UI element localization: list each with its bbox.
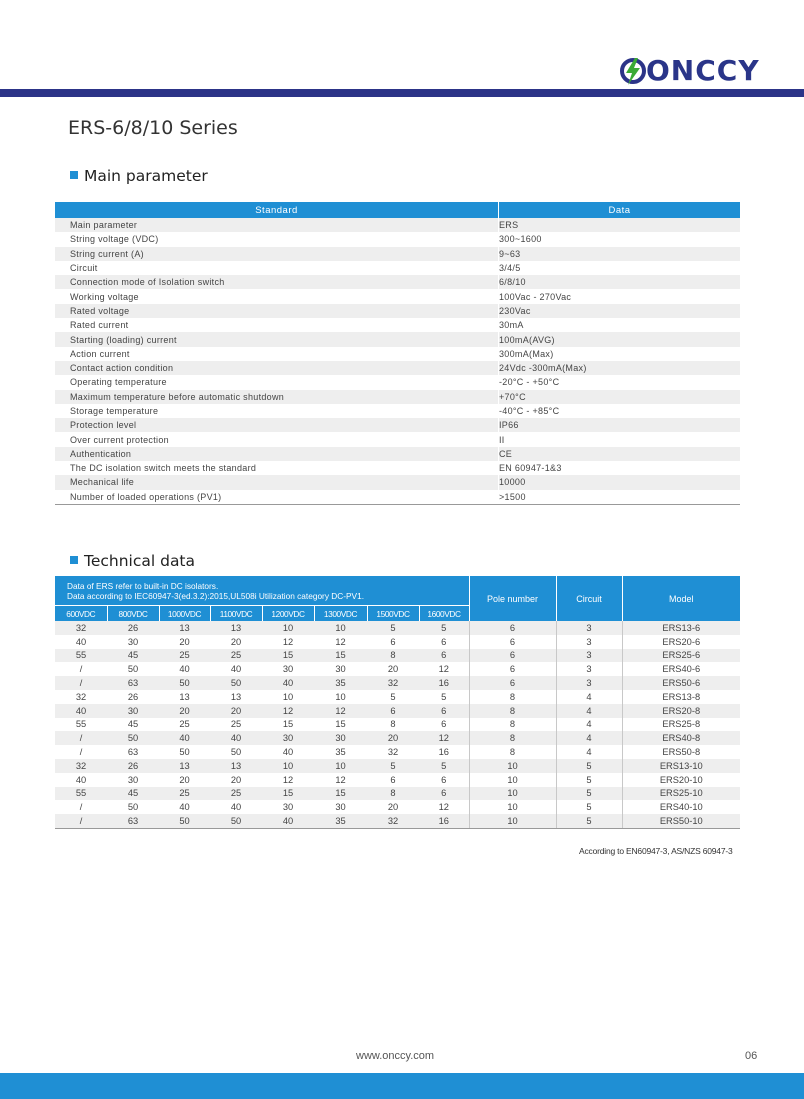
rated-current-cell: 20 (179, 774, 190, 785)
rated-current-cell: 20 (210, 704, 262, 718)
table-row (55, 404, 740, 418)
rated-current-cell: 30 (335, 802, 346, 813)
rated-current-cell: 25 (179, 719, 190, 730)
table-row (55, 361, 740, 375)
rated-current-cell: 26 (107, 759, 159, 773)
parameter-name: Maximum temperature before automatic shutdown (55, 390, 499, 404)
rated-current-cell: 30 (314, 731, 367, 745)
rated-current-cell: 16 (419, 814, 469, 828)
parameter-value: 300~1600 (499, 232, 741, 246)
rated-current-cell: 35 (335, 747, 346, 758)
pole-number-cell: 8 (469, 704, 556, 718)
parameter-value: 6/8/10 (499, 275, 741, 289)
table-row (55, 759, 740, 773)
parameter-name: Working voltage (70, 291, 139, 302)
rated-current-cell: 6 (419, 704, 469, 718)
header-model: Model (622, 576, 740, 621)
section-heading: Technical data (84, 552, 196, 570)
rated-current-cell: 40 (230, 664, 242, 675)
rated-current-cell: 15 (335, 719, 346, 730)
rated-current-cell: 40 (230, 802, 242, 813)
circuit-cell: 4 (556, 718, 622, 732)
rated-current-cell: 40 (179, 802, 190, 813)
rated-current-cell: 40 (262, 676, 314, 690)
parameter-value: CE (499, 447, 741, 461)
rated-current-cell: 40 (262, 814, 314, 828)
table-row (55, 275, 740, 289)
parameter-value: IP66 (499, 418, 741, 432)
rated-current-cell: 5 (419, 621, 469, 635)
parameter-name: Contact action condition (55, 361, 499, 375)
rated-current-cell: 12 (419, 800, 469, 814)
circuit-cell: 4 (556, 704, 622, 718)
parameter-name: The DC isolation switch meets the standard (70, 463, 257, 474)
rated-current-cell: 50 (107, 731, 159, 745)
model-cell: ERS50-6 (622, 676, 740, 690)
rated-current-cell: 20 (179, 636, 190, 647)
table-row (55, 690, 740, 704)
rated-current-cell: 25 (210, 787, 262, 801)
table-row (55, 800, 740, 814)
table-row (55, 304, 740, 318)
parameter-name: Action current (70, 348, 130, 359)
table-row (55, 390, 740, 404)
parameter-name: Storage temperature (70, 406, 159, 416)
rated-current-cell: 35 (314, 814, 367, 828)
rated-current-cell: 10 (314, 621, 367, 635)
header-standard: Standard (55, 202, 499, 218)
main-parameter-table (55, 202, 740, 505)
rated-current-cell: 6 (419, 773, 469, 787)
rated-current-cell: / (79, 664, 83, 675)
table-row (55, 418, 740, 432)
table-row (55, 232, 740, 246)
rated-current-cell: 6 (419, 635, 469, 649)
table-row (55, 773, 740, 787)
table-row (55, 814, 740, 828)
table-row (55, 621, 740, 635)
parameter-value: EN 60947-1&3 (499, 461, 741, 475)
header-voltage: 1500VDC (367, 606, 419, 622)
parameter-name: Rated voltage (55, 304, 499, 318)
model-cell: ERS20-10 (659, 774, 703, 785)
pole-number-cell: 8 (469, 718, 556, 732)
model-cell: ERS40-10 (659, 802, 703, 813)
table-row (55, 432, 740, 446)
parameter-name: Number of loaded operations (PV1) (55, 490, 499, 505)
rated-current-cell: 5 (419, 690, 469, 704)
pole-number-cell: 10 (469, 800, 556, 814)
circuit-cell: 5 (556, 759, 622, 773)
rated-current-cell: 40 (75, 774, 87, 785)
parameter-value: -20°C - +50°C (499, 375, 741, 389)
model-cell: ERS40-6 (662, 664, 701, 675)
model-cell: ERS50-10 (622, 814, 740, 828)
circuit-cell: 3 (556, 649, 622, 663)
rated-current-cell: 15 (282, 719, 294, 730)
rated-current-cell: 25 (230, 719, 242, 730)
rated-current-cell: 45 (107, 787, 159, 801)
circuit-cell: 5 (556, 814, 622, 828)
parameter-name: Starting (loading) current (55, 332, 499, 346)
rated-current-cell: 40 (55, 704, 107, 718)
table-row (55, 676, 740, 690)
rated-current-cell: 30 (107, 704, 159, 718)
table-row (55, 332, 740, 346)
rated-current-cell: 32 (367, 814, 419, 828)
header-voltage: 1300VDC (314, 606, 367, 622)
parameter-value: 24Vdc -300mA(Max) (499, 361, 741, 375)
rated-current-cell: 13 (230, 691, 242, 702)
rated-current-cell: 15 (314, 649, 367, 663)
rated-current-cell: 13 (159, 621, 210, 635)
rated-current-cell: 12 (419, 731, 469, 745)
table-row (55, 347, 740, 361)
logo-text: ONCCY (646, 54, 760, 87)
model-cell: ERS13-8 (662, 691, 701, 702)
rated-current-cell: 30 (335, 664, 346, 675)
table-row (55, 745, 740, 759)
rated-current-cell: 30 (262, 731, 314, 745)
rated-current-cell: 8 (367, 649, 419, 663)
header-voltage: 800VDC (107, 606, 159, 622)
rated-current-cell: 10 (335, 691, 346, 702)
rated-current-cell: 6 (390, 774, 396, 785)
pole-number-cell: 6 (469, 649, 556, 663)
table-row (55, 662, 740, 676)
parameter-value: 100Vac - 270Vac (499, 289, 741, 303)
header-voltage: 1600VDC (419, 606, 469, 622)
header-data: Data (499, 202, 741, 218)
circuit-cell: 3 (556, 635, 622, 649)
parameter-value: 10000 (499, 475, 741, 489)
rated-current-cell: 5 (390, 691, 396, 702)
rated-current-cell: / (55, 814, 107, 828)
rated-current-cell: 55 (55, 649, 107, 663)
pole-number-cell: 8 (469, 745, 556, 759)
rated-current-cell: 55 (55, 787, 107, 801)
website-link[interactable]: www.onccy.com (356, 1050, 435, 1062)
rated-current-cell: 15 (262, 787, 314, 801)
rated-current-cell: 16 (419, 745, 469, 759)
pole-number-cell: 8 (469, 731, 556, 745)
pole-number-cell: 10 (469, 787, 556, 801)
parameter-value: II (499, 432, 741, 446)
parameter-value: 30mA (499, 318, 741, 332)
rated-current-cell: 12 (314, 704, 367, 718)
table-row (55, 731, 740, 745)
table-note (55, 576, 469, 606)
rated-current-cell: 63 (127, 747, 139, 758)
pole-number-cell: 8 (469, 690, 556, 704)
rated-current-cell: 10 (282, 691, 294, 702)
circuit-cell: 4 (556, 745, 622, 759)
rated-current-cell: 40 (282, 747, 294, 758)
header-band (0, 89, 804, 97)
model-cell: ERS50-8 (662, 747, 701, 758)
parameter-name: Mechanical life (55, 475, 499, 489)
circuit-cell: 5 (556, 800, 622, 814)
rated-current-cell: 5 (419, 759, 469, 773)
rated-current-cell: 6 (419, 649, 469, 663)
rated-current-cell: 50 (210, 676, 262, 690)
rated-current-cell: 6 (367, 704, 419, 718)
rated-current-cell: 32 (55, 759, 107, 773)
rated-current-cell: 35 (314, 676, 367, 690)
rated-current-cell: 30 (127, 636, 139, 647)
parameter-value: 300mA(Max) (499, 347, 741, 361)
rated-current-cell: 32 (367, 676, 419, 690)
table-row (55, 475, 740, 489)
page-number: 06 (745, 1050, 758, 1062)
rated-current-cell: 32 (387, 747, 399, 758)
note-line-2: Data according to IEC60947-3(ed.3.2):2015,UL508i Utilization category DC-PV1. (67, 590, 365, 601)
rated-current-cell: 32 (75, 691, 87, 702)
rated-current-cell: 12 (419, 662, 469, 676)
rated-current-cell: 30 (282, 802, 294, 813)
parameter-name: String voltage (VDC) (70, 234, 159, 245)
pole-number-cell: 10 (469, 814, 556, 828)
rated-current-cell: 50 (230, 747, 242, 758)
rated-current-cell: 20 (159, 704, 210, 718)
header-pole-number: Pole number (469, 576, 556, 621)
rated-current-cell: 55 (75, 719, 87, 730)
pole-number-cell: 6 (469, 676, 556, 690)
parameter-name: Authentication (55, 447, 499, 461)
pole-number-cell: 6 (469, 635, 556, 649)
circuit-cell: 4 (556, 731, 622, 745)
bullet-square-icon (70, 171, 78, 179)
model-cell: ERS25-6 (622, 649, 740, 663)
circuit-cell: 3 (556, 621, 622, 635)
parameter-name: Operating temperature (70, 377, 167, 388)
parameter-value: 3/4/5 (499, 261, 741, 275)
table-row (55, 247, 740, 261)
table-row (55, 289, 740, 303)
parameter-name: Protection level (55, 418, 499, 432)
rated-current-cell: 12 (335, 774, 346, 785)
rated-current-cell: 50 (127, 664, 139, 675)
rated-current-cell: 45 (107, 649, 159, 663)
rated-current-cell: 16 (419, 676, 469, 690)
table-row (55, 718, 740, 732)
section-heading: Main parameter (84, 167, 208, 185)
header-circuit: Circuit (556, 576, 622, 621)
parameter-name: Over current protection (70, 434, 169, 445)
rated-current-cell: 6 (390, 636, 396, 647)
pole-number-cell: 6 (469, 621, 556, 635)
model-cell: ERS25-8 (662, 719, 701, 730)
rated-current-cell: 26 (107, 621, 159, 635)
header-voltage: 1200VDC (262, 606, 314, 622)
header-voltage: 1000VDC (159, 606, 210, 622)
rated-current-cell: 8 (367, 787, 419, 801)
table-row (55, 461, 740, 475)
rated-current-cell: 15 (262, 649, 314, 663)
parameter-value: 9~63 (499, 247, 741, 261)
parameter-value: 230Vac (499, 304, 741, 318)
parameter-name: Main parameter (55, 218, 499, 232)
model-cell: ERS40-8 (622, 731, 740, 745)
note-line-1: Data of ERS refer to built-in DC isolators. (67, 580, 219, 591)
circuit-cell: 5 (556, 787, 622, 801)
rated-current-cell: 26 (127, 691, 139, 702)
rated-current-cell: 5 (367, 621, 419, 635)
rated-current-cell: 12 (262, 704, 314, 718)
rated-current-cell: 50 (179, 747, 190, 758)
bullet-square-icon (70, 556, 78, 564)
rated-current-cell: 25 (210, 649, 262, 663)
rated-current-cell: 30 (127, 774, 139, 785)
footer-band (0, 1073, 804, 1099)
rated-current-cell: 10 (262, 621, 314, 635)
model-cell: ERS13-10 (622, 759, 740, 773)
pole-number-cell: 6 (469, 662, 556, 676)
rated-current-cell: 13 (210, 759, 262, 773)
pole-number-cell: 10 (469, 759, 556, 773)
page-title: ERS-6/8/10 Series (68, 117, 238, 139)
parameter-value: 100mA(AVG) (499, 332, 741, 346)
technical-data-table (55, 576, 740, 829)
rated-current-cell: / (55, 731, 107, 745)
rated-current-cell: 6 (419, 787, 469, 801)
table-row (55, 704, 740, 718)
parameter-name: Rated current (70, 320, 129, 331)
header-voltage: 1100VDC (210, 606, 262, 622)
rated-current-cell: 8 (390, 719, 396, 730)
table-row (55, 218, 740, 232)
table-row (55, 447, 740, 461)
rated-current-cell: 63 (107, 676, 159, 690)
pole-number-cell: 10 (469, 773, 556, 787)
rated-current-cell: 13 (179, 691, 190, 702)
rated-current-cell: 50 (159, 814, 210, 828)
rated-current-cell: 5 (367, 759, 419, 773)
circuit-cell: 3 (556, 662, 622, 676)
table-row (55, 490, 740, 505)
table-row (55, 649, 740, 663)
rated-current-cell: 40 (159, 731, 210, 745)
parameter-value: +70°C (499, 390, 741, 404)
rated-current-cell: / (79, 747, 83, 758)
parameter-name: Circuit (70, 263, 98, 274)
model-cell: ERS20-6 (662, 636, 701, 647)
rated-current-cell: 13 (159, 759, 210, 773)
rated-current-cell: / (55, 676, 107, 690)
model-cell: ERS13-6 (622, 621, 740, 635)
circuit-cell: 4 (556, 690, 622, 704)
rated-current-cell: 6 (419, 718, 469, 732)
model-cell: ERS25-10 (622, 787, 740, 801)
rated-current-cell: 20 (230, 636, 242, 647)
rated-current-cell: 25 (159, 649, 210, 663)
rated-current-cell: 63 (107, 814, 159, 828)
rated-current-cell: 12 (282, 774, 294, 785)
parameter-value: ERS (499, 218, 741, 232)
rated-current-cell: / (79, 802, 83, 813)
rated-current-cell: 45 (127, 719, 139, 730)
rated-current-cell: 13 (210, 621, 262, 635)
rated-current-cell: 20 (387, 664, 399, 675)
rated-current-cell: 50 (127, 802, 139, 813)
rated-current-cell: 12 (335, 636, 346, 647)
rated-current-cell: 40 (75, 636, 87, 647)
parameter-name: String current (A) (55, 247, 499, 261)
table-row (55, 318, 740, 332)
parameter-value: -40°C - +85°C (499, 404, 741, 418)
rated-current-cell: 25 (159, 787, 210, 801)
section-main-parameter (70, 167, 208, 185)
header-voltage: 600VDC (55, 606, 107, 622)
table-row (55, 375, 740, 389)
rated-current-cell: 15 (314, 787, 367, 801)
parameter-name: Connection mode of Isolation switch (55, 275, 499, 289)
rated-current-cell: 12 (282, 636, 294, 647)
table-row (55, 635, 740, 649)
rated-current-cell: 50 (210, 814, 262, 828)
rated-current-cell: 50 (159, 676, 210, 690)
circuit-cell: 5 (556, 773, 622, 787)
table-row (55, 787, 740, 801)
rated-current-cell: 40 (179, 664, 190, 675)
rated-current-cell: 30 (282, 664, 294, 675)
rated-current-cell: 20 (367, 731, 419, 745)
rated-current-cell: 20 (387, 802, 399, 813)
circuit-cell: 3 (556, 676, 622, 690)
parameter-value: >1500 (499, 490, 741, 505)
rated-current-cell: 32 (55, 621, 107, 635)
section-technical-data (70, 552, 195, 570)
table-row (55, 261, 740, 275)
rated-current-cell: 40 (210, 731, 262, 745)
model-cell: ERS20-8 (622, 704, 740, 718)
standards-footnote: According to EN60947-3, AS/NZS 60947-3 (579, 846, 733, 856)
rated-current-cell: 20 (230, 774, 242, 785)
rated-current-cell: 10 (314, 759, 367, 773)
rated-current-cell: 10 (262, 759, 314, 773)
